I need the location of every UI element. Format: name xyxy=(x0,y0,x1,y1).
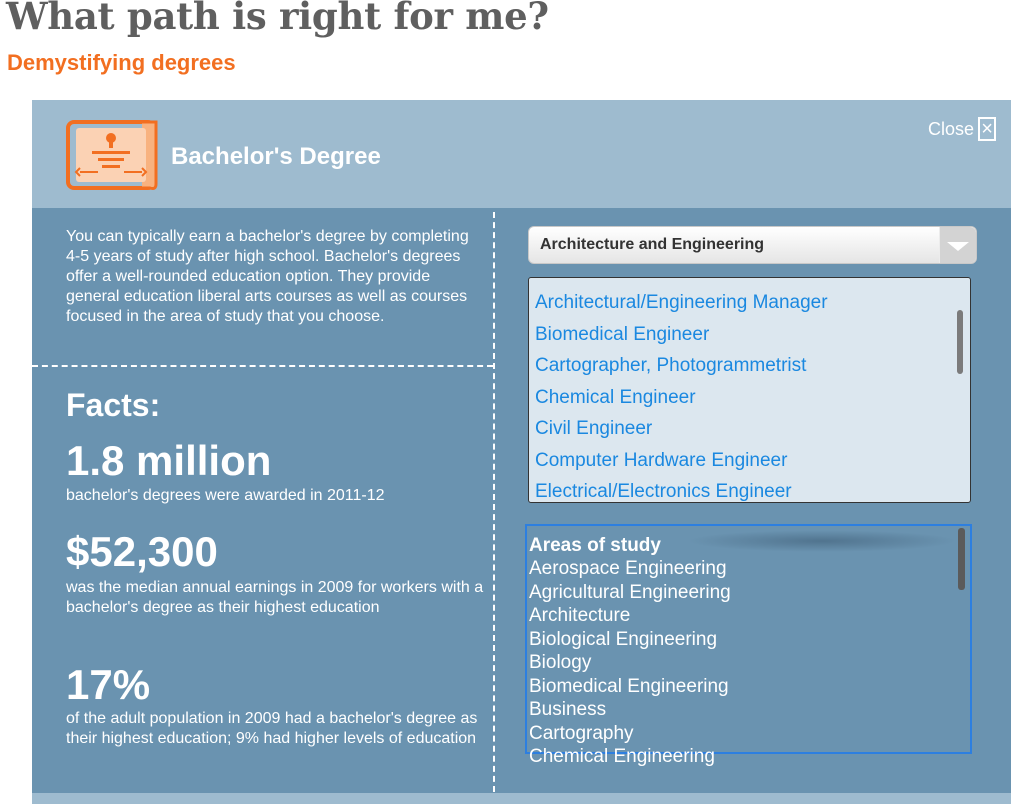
page-subtitle: Demystifying degrees xyxy=(7,50,236,75)
horizontal-divider xyxy=(32,365,493,367)
career-cluster-select[interactable] xyxy=(528,226,977,264)
area-item[interactable]: Architecture xyxy=(529,605,631,626)
area-item[interactable]: Cartography xyxy=(529,723,634,744)
areas-of-study-list[interactable] xyxy=(525,524,972,767)
area-item[interactable]: Biological Engineering xyxy=(529,629,718,650)
chevron-down-icon[interactable] xyxy=(939,227,976,263)
fact-value: 1.8 million xyxy=(66,437,272,484)
career-item[interactable]: Computer Hardware Engineer xyxy=(535,450,788,471)
area-item[interactable]: Biomedical Engineering xyxy=(529,676,729,697)
facts-heading: Facts: xyxy=(66,387,161,423)
modal-footer-strip xyxy=(32,793,1011,804)
career-item[interactable]: Architectural/Engineering Manager xyxy=(535,292,828,313)
area-item[interactable]: Biology xyxy=(529,652,592,673)
career-select-value[interactable]: Architecture and Engineering xyxy=(540,236,765,253)
close-icon[interactable]: × xyxy=(978,117,996,141)
area-item[interactable]: Chemical Engineering xyxy=(529,746,715,767)
areas-scrollbar[interactable] xyxy=(958,528,965,590)
fact-description: was the median annual earnings in 2009 for workers with a bachelor's degree as their highest education xyxy=(66,579,484,616)
vertical-divider xyxy=(493,212,495,792)
close-label[interactable]: Close xyxy=(928,118,975,139)
fact-description: bachelor's degrees were awarded in 2011-12 xyxy=(66,487,385,504)
fact-description: of the adult population in 2009 had a bachelor's degree as their highest education; 9% had higher levels of education xyxy=(66,710,478,747)
career-item[interactable]: Biomedical Engineer xyxy=(535,324,710,345)
fact-value: $52,300 xyxy=(66,528,218,575)
area-item[interactable]: Agricultural Engineering xyxy=(529,582,731,603)
career-item[interactable]: Cartographer, Photogrammetrist xyxy=(535,355,807,376)
diploma-icon xyxy=(66,118,160,192)
area-item[interactable]: Aerospace Engineering xyxy=(529,558,727,579)
career-item[interactable]: Electrical/Electronics Engineer xyxy=(535,481,792,502)
careers-scrollbar[interactable] xyxy=(957,310,963,374)
career-item[interactable]: Chemical Engineer xyxy=(535,387,696,408)
areas-shadow xyxy=(687,530,957,552)
degree-intro-text: You can typically earn a bachelor's degree by completing 4-5 years of study after high school. Bachelor's degrees offer a well-rounded education option. They provide general education liberal arts courses as well as courses focused in the area of study that you choose. xyxy=(66,228,469,325)
areas-heading: Areas of study xyxy=(529,535,661,556)
careers-list[interactable] xyxy=(528,277,971,503)
modal-title: Bachelor's Degree xyxy=(171,143,381,170)
fact-value: 17% xyxy=(66,661,151,708)
page-title: What path is right for me? xyxy=(6,0,549,38)
area-item[interactable]: Business xyxy=(529,699,607,720)
modal-header xyxy=(32,100,1011,208)
career-item[interactable]: Civil Engineer xyxy=(535,418,653,439)
close-button[interactable] xyxy=(928,115,996,143)
degree-modal xyxy=(32,100,1011,804)
